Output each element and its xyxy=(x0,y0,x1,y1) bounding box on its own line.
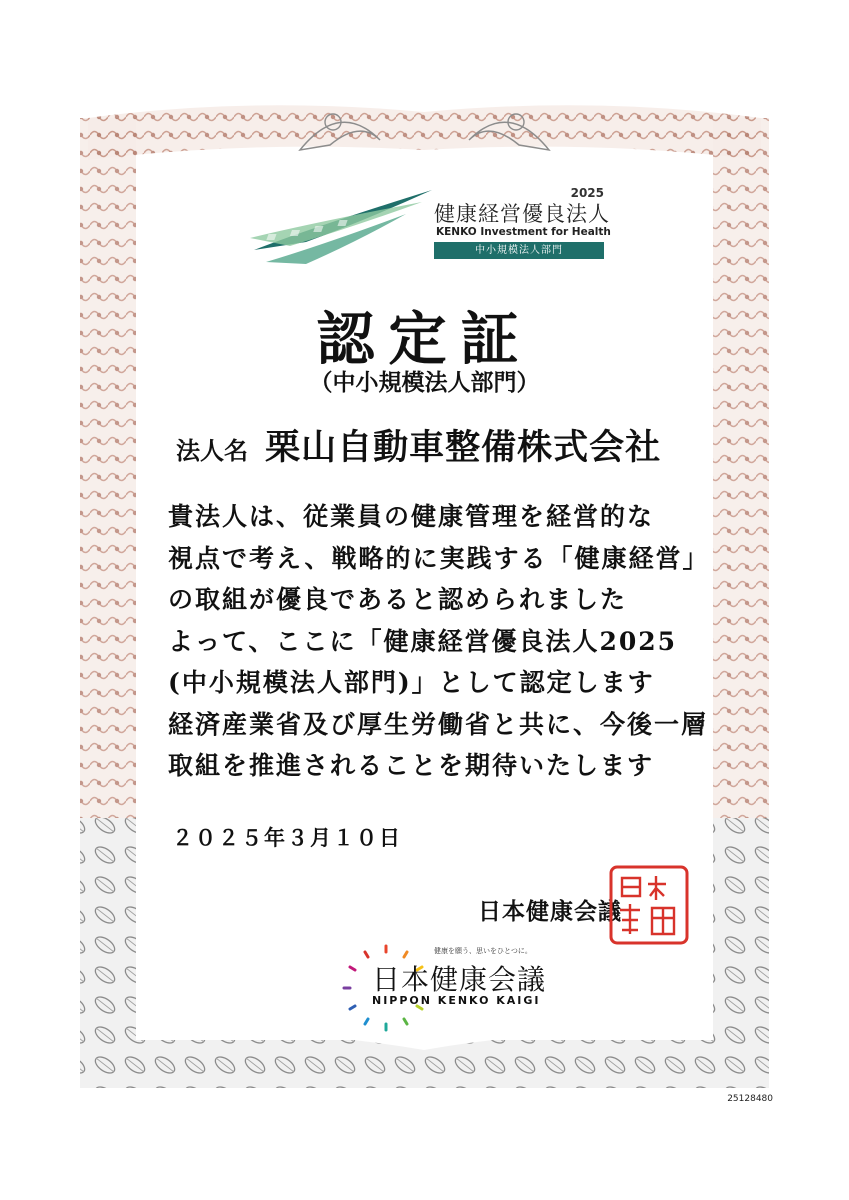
certificate-subtitle: （中小規模法人部門） xyxy=(309,369,540,396)
org-tagline: 健康を願う、思いをひとつに。 xyxy=(434,947,532,955)
body-line: 経済産業省及び厚生労働省と共に、今後一層 xyxy=(168,709,709,739)
health-management-logo xyxy=(246,186,616,266)
certificate-title: 認定証 xyxy=(316,305,533,373)
corporation-line xyxy=(176,420,661,470)
logo-title-jp: 健康経営優良法人 xyxy=(434,202,610,226)
logo-category-band: 中小規模法人部門 xyxy=(434,242,604,259)
org-name-jp: 日本健康会議 xyxy=(372,963,547,996)
corporation-label: 法人名 xyxy=(176,436,248,465)
official-seal-icon xyxy=(608,864,690,946)
body-line: よって、ここに「健康経営優良法人2025 xyxy=(168,626,678,656)
logo-title-en: KENKO Investment for Health xyxy=(436,226,611,238)
body-line: 貴法人は、従業員の健康管理を経営的な xyxy=(168,502,655,531)
issue-date: ２０２５年３月１０日 xyxy=(172,825,402,850)
wave-flag-icon xyxy=(246,186,436,266)
certificate-body xyxy=(168,496,728,787)
body-line: 視点で考え、戦略的に実践する「健康経営」 xyxy=(168,543,710,573)
nippon-kenko-kaigi-logo xyxy=(336,938,547,1038)
body-line: の取組が優良であると認められました xyxy=(168,585,628,614)
body-line: (中小規模法人部門)」として認定します xyxy=(168,668,655,697)
issuer-name: 日本健康会議 xyxy=(478,898,622,925)
serial-number: 25128480 xyxy=(727,1094,773,1104)
org-name-en: NIPPON KENKO KAIGI xyxy=(372,994,541,1007)
body-line: 取組を推進されることを期待いたします xyxy=(168,751,655,780)
logo-year: 2025 xyxy=(570,186,604,200)
corporation-name: 栗山自動車整備株式会社 xyxy=(265,427,662,468)
